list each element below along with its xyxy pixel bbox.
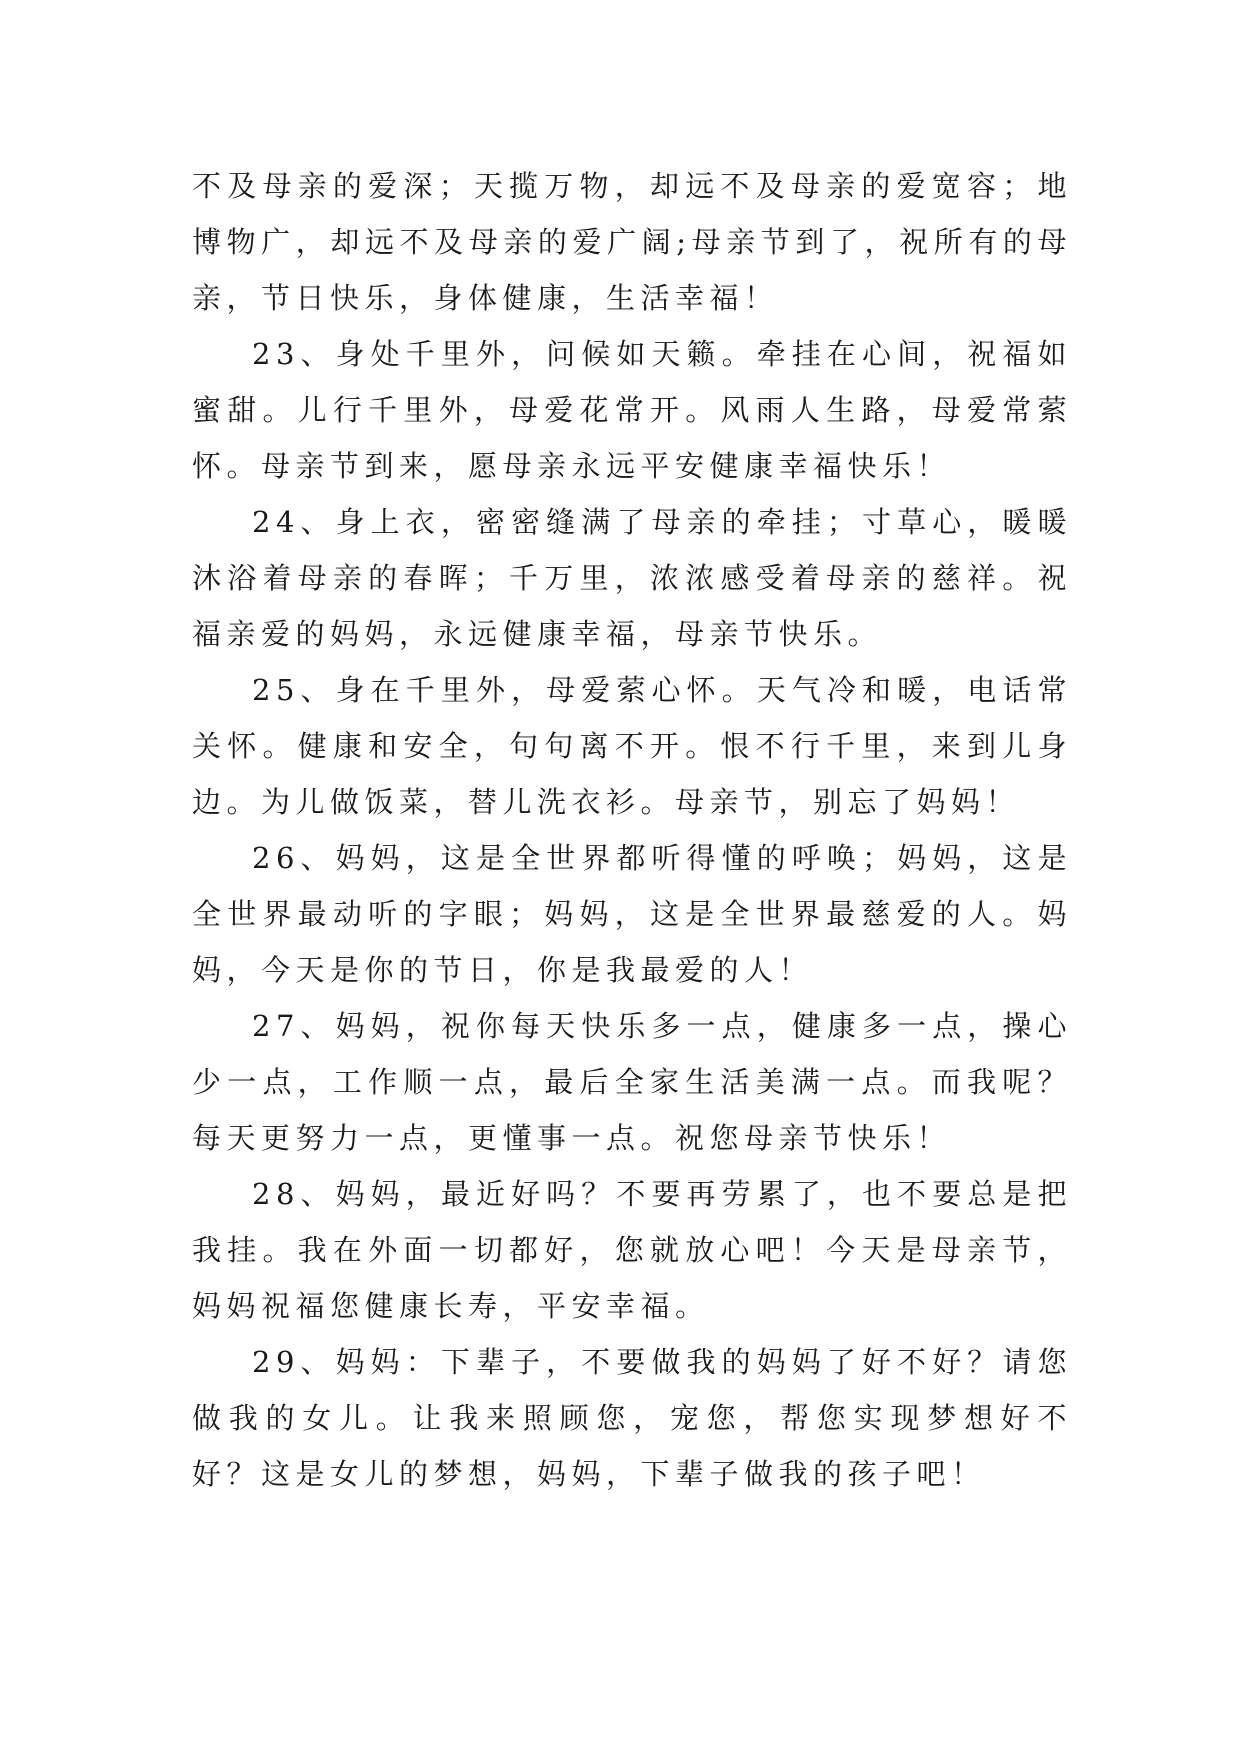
document-body [192,158,1072,1502]
paragraph-25: 25、身在千里外，母爱萦心怀。天气冷和暖，电话常关怀。健康和安全，句句离不开。恨不行千里，来到儿身边。为儿做饭菜，替儿洗衣衫。母亲节，别忘了妈妈！ [192,673,1072,819]
paragraph-27: 27、妈妈，祝你每天快乐多一点，健康多一点，操心少一点，工作顺一点，最后全家生活美满一点。而我呢？每天更努力一点，更懂事一点。祝您母亲节快乐！ [192,1009,1072,1155]
paragraph-28: 28、妈妈，最近好吗？不要再劳累了，也不要总是把我挂。我在外面一切都好，您就放心吧！今天是母亲节，妈妈祝福您健康长寿，平安幸福。 [192,1177,1072,1323]
paragraph-23: 23、身处千里外，问候如天籁。牵挂在心间，祝福如蜜甜。儿行千里外，母爱花常开。风雨人生路，母爱常萦怀。母亲节到来，愿母亲永远平安健康幸福快乐！ [192,337,1072,483]
paragraph-29: 29、妈妈：下辈子，不要做我的妈妈了好不好？请您做我的女儿。让我来照顾您，宠您，帮您实现梦想好不好？这是女儿的梦想，妈妈，下辈子做我的孩子吧！ [192,1345,1072,1491]
paragraph-26: 26、妈妈，这是全世界都听得懂的呼唤；妈妈，这是全世界最动听的字眼；妈妈，这是全世界最慈爱的人。妈妈，今天是你的节日，你是我最爱的人！ [192,841,1072,987]
paragraph-24: 24、身上衣，密密缝满了母亲的牵挂；寸草心，暖暖沐浴着母亲的春晖；千万里，浓浓感受着母亲的慈祥。祝福亲爱的妈妈，永远健康幸福，母亲节快乐。 [192,505,1072,651]
paragraph-continuation: 不及母亲的爱深；天揽万物，却远不及母亲的爱宽容；地博物广，却远不及母亲的爱广阔;母亲节到了，祝所有的母亲，节日快乐，身体健康，生活幸福！ [192,169,1072,315]
